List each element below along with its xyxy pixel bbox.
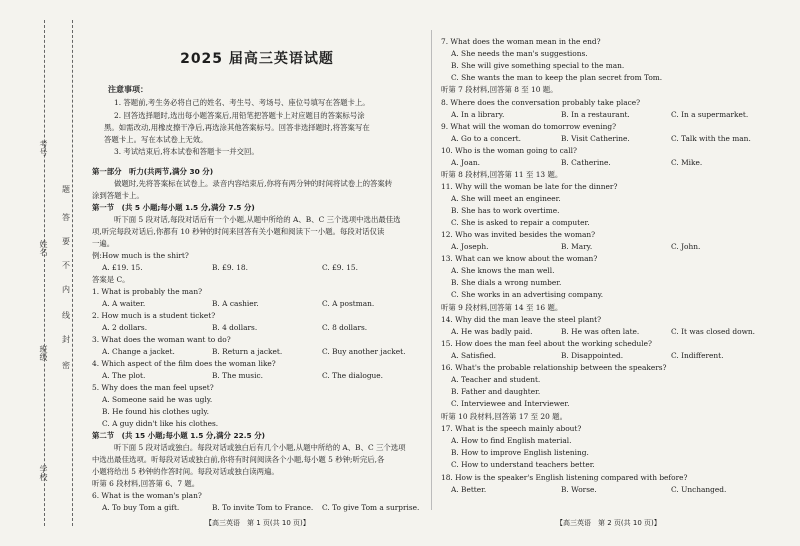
part1-heading: 第一部分 听力(共两节,满分 30 分)	[92, 167, 214, 176]
option: A. Someone said he was ugly.	[102, 395, 213, 404]
note-item: 2. 回答选择题时,选出每小题答案后,用铅笔把答题卡上对应题目的答案标号涂	[114, 111, 365, 120]
seal-char: 封	[62, 335, 70, 344]
exam-no-label: 考号	[39, 140, 48, 156]
example-answer: 答案是 C。	[92, 275, 130, 284]
option: A. She will meet an engineer.	[451, 194, 561, 203]
material-heading: 听第 9 段材料,回答第 14 至 16 题。	[441, 303, 563, 312]
option: A. In a library.	[451, 110, 505, 119]
option: C. Unchanged.	[671, 485, 727, 494]
part1-intro: 做题时,先将答案标在试卷上。录音内容结束后,你将有两分钟的时间将试卷上的答案转	[114, 179, 393, 188]
question: 17. What is the speech mainly about?	[441, 424, 582, 433]
option: A. Teacher and student.	[451, 375, 541, 384]
option: A. The plot.	[102, 371, 146, 380]
option: C. A postman.	[322, 299, 375, 308]
option: C. Mike.	[671, 158, 703, 167]
school-label: 学校	[39, 465, 48, 481]
page-divider	[431, 30, 432, 510]
question: 5. Why does the man feel upset?	[92, 383, 214, 392]
sec1-intro: 一遍。	[92, 239, 115, 248]
page-title: 2025 届高三英语试题	[180, 51, 334, 67]
seal-char: 要	[62, 237, 70, 246]
option: B. Catherine.	[561, 158, 611, 167]
option: A. Joan.	[451, 158, 480, 167]
option: A. £19. 15.	[102, 263, 143, 272]
question: 3. What does the woman want to do?	[92, 335, 231, 344]
question: 1. What is probably the man?	[92, 287, 203, 296]
sec1-intro: 项,听完每段对话后,你都有 10 秒钟的时间来回答有关小题和阅读下一小题。每段对话仅读	[92, 227, 385, 236]
option: B. A cashier.	[212, 299, 259, 308]
question: 6. What is the woman's plan?	[92, 491, 202, 500]
option: C. It was closed down.	[671, 327, 756, 336]
sec2-heading: 第二节 (共 15 小题;每小题 1.5 分,满分 22.5 分)	[92, 431, 266, 440]
question: 9. What will the woman do tomorrow evening?	[441, 122, 617, 131]
question: 10. Who is the woman going to call?	[441, 146, 577, 155]
seal-char: 答	[62, 213, 70, 222]
option: C. Indifferent.	[671, 351, 724, 360]
option: C. She is asked to repair a computer.	[451, 218, 590, 227]
option: A. 2 dollars.	[102, 323, 148, 332]
question: 18. How is the speaker's English listening compared with before?	[441, 473, 688, 482]
seal-char: 内	[62, 285, 70, 294]
option: A. She knows the man well.	[451, 266, 555, 275]
option: B. Return a jacket.	[212, 347, 283, 356]
sec2-intro: 中选出最佳选项。听每段对话或独白前,你将有时间阅读各个小题,每小题 5 秒钟;听完后,各	[92, 455, 385, 464]
option: A. To buy Tom a gift.	[102, 503, 180, 512]
option: C. She wants the man to keep the plan secret from Tom.	[451, 73, 663, 82]
option: A. Better.	[451, 485, 487, 494]
option: B. 4 dollars.	[212, 323, 258, 332]
option: C. Talk with the man.	[671, 134, 751, 143]
question: 8. Where does the conversation probably take place?	[441, 98, 641, 107]
question: 11. Why will the woman be late for the dinner?	[441, 182, 618, 191]
option: B. Mary.	[561, 242, 593, 251]
option: B. Visit Catherine.	[561, 134, 630, 143]
option: B. He found his clothes ugly.	[102, 407, 209, 416]
option: B. £9. 18.	[212, 263, 248, 272]
material-heading: 听第 7 段材料,回答第 8 至 10 题。	[441, 85, 558, 94]
material-heading: 听第 6 段材料,回答第 6、7 题。	[92, 479, 200, 488]
question: 7. What does the woman mean in the end?	[441, 37, 601, 46]
option: B. The music.	[212, 371, 263, 380]
seal-line	[72, 20, 73, 526]
option: A. She needs the man's suggestions.	[451, 49, 588, 58]
sec1-intro: 听下面 5 段对话,每段对话后有一个小题,从题中所给的 A、B、C 三个选项中选出最佳选	[114, 215, 401, 224]
option: A. Satisfied.	[451, 351, 497, 360]
sec2-intro: 小题将给出 5 秒钟的作答时间。每段对话或独白读两遍。	[92, 467, 279, 476]
footer-right: 【高三英语 第 2 页(共 10 页)】	[556, 519, 661, 527]
option: B. In a restaurant.	[561, 110, 630, 119]
option: C. A guy didn't like his clothes.	[102, 419, 219, 428]
question: 4. Which aspect of the film does the woman like?	[92, 359, 276, 368]
option: C. John.	[671, 242, 701, 251]
sec1-heading: 第一节 (共 5 小题;每小题 1.5 分,满分 7.5 分)	[92, 203, 255, 212]
question: 15. How does the man feel about the working schedule?	[441, 339, 652, 348]
option: A. How to find English material.	[451, 436, 572, 445]
seal-char: 不	[62, 261, 70, 270]
option: B. How to improve English listening.	[451, 448, 589, 457]
option: A. He was badly paid.	[451, 327, 533, 336]
option: B. Worse.	[561, 485, 597, 494]
note-item: 黑。如需改动,用橡皮擦干净后,再选涂其他答案标号。回答非选择题时,将答案写在	[104, 123, 370, 132]
question: 14. Why did the man leave the steel plant?	[441, 315, 602, 324]
option: B. Father and daughter.	[451, 387, 541, 396]
option: B. She dials a wrong number.	[451, 278, 562, 287]
example-question: 例:How much is the shirt?	[92, 251, 189, 260]
note-item: 答题卡上。写在本试卷上无效。	[104, 135, 208, 144]
class-label: 班级	[39, 345, 48, 361]
question: 16. What's the probable relationship between the speakers?	[441, 363, 667, 372]
name-label: 姓名	[39, 240, 48, 256]
note-item: 3. 考试结束后,将本试卷和答题卡一并交回。	[114, 147, 259, 156]
option: C. Interviewee and Interviewer.	[451, 399, 570, 408]
seal-char: 题	[62, 185, 70, 194]
option: C. In a supermarket.	[671, 110, 749, 119]
note-item: 1. 答题前,考生务必将自己的姓名、考生号、考场号、座位号填写在答题卡上。	[114, 98, 370, 107]
option: A. Go to a concert.	[451, 134, 521, 143]
option: C. How to understand teachers better.	[451, 460, 595, 469]
fold-line	[44, 20, 45, 526]
option: B. She has to work overtime.	[451, 206, 560, 215]
part1-intro: 涂到答题卡上。	[92, 191, 144, 200]
option: A. Joseph.	[451, 242, 489, 251]
material-heading: 听第 10 段材料,回答第 17 至 20 题。	[441, 412, 567, 421]
footer-left: 【高三英语 第 1 页(共 10 页)】	[205, 519, 310, 527]
option: B. Disappointed.	[561, 351, 624, 360]
option: C. Buy another jacket.	[322, 347, 406, 356]
question: 13. What can we know about the woman?	[441, 254, 598, 263]
option: A. A waiter.	[102, 299, 146, 308]
sec2-intro: 听下面 5 段对话或独白。每段对话或独白后有几个小题,从题中所给的 A、B、C 三个选项	[114, 443, 406, 452]
binding-margin	[0, 0, 80, 546]
notes-heading: 注意事项：	[108, 85, 148, 94]
option: C. The dialogue.	[322, 371, 384, 380]
option: C. 8 dollars.	[322, 323, 368, 332]
option: A. Change a jacket.	[102, 347, 175, 356]
question: 2. How much is a student ticket?	[92, 311, 216, 320]
seal-char: 密	[62, 361, 70, 370]
option: B. She will give something special to the man.	[451, 61, 625, 70]
option: C. £9. 15.	[322, 263, 358, 272]
option: C. To give Tom a surprise.	[322, 503, 420, 512]
material-heading: 听第 8 段材料,回答第 11 至 13 题。	[441, 170, 563, 179]
option: C. She works in an advertising company.	[451, 290, 604, 299]
option: B. He was often late.	[561, 327, 640, 336]
seal-char: 线	[62, 311, 70, 320]
question: 12. Who was invited besides the woman?	[441, 230, 596, 239]
option: B. To invite Tom to France.	[212, 503, 314, 512]
